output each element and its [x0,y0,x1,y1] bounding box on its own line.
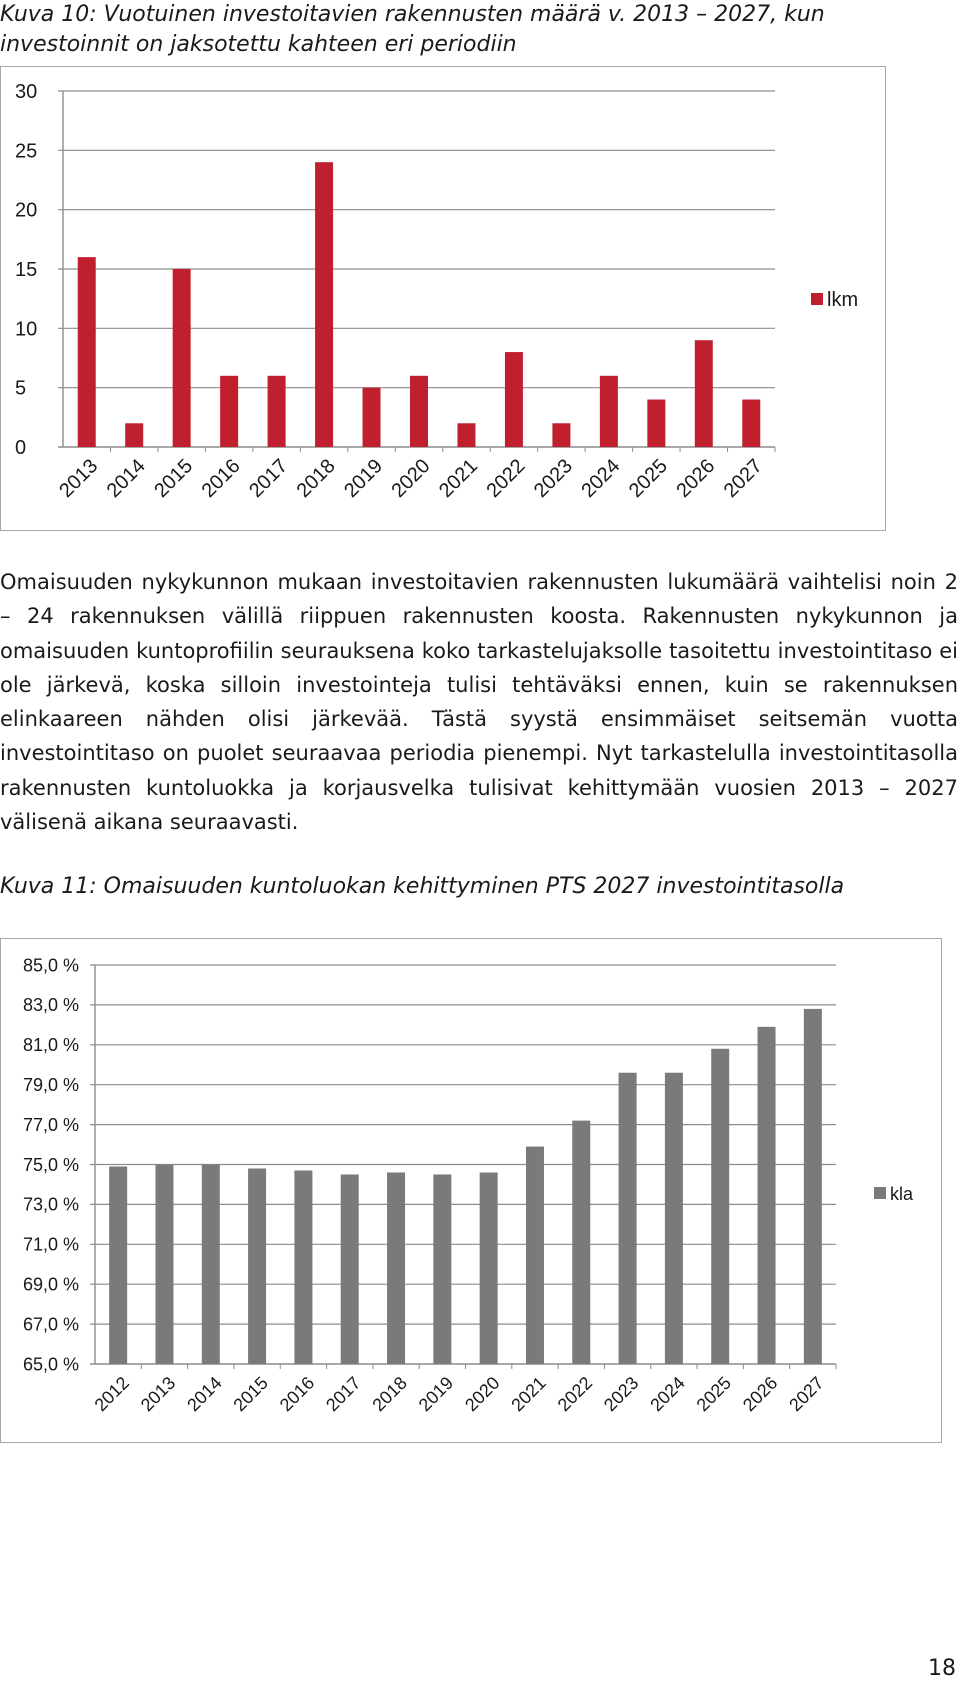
bar-2020 [410,376,428,447]
bar-2023 [619,1073,637,1364]
bar-2012 [109,1166,127,1364]
y-tick-label: 83,0 % [22,995,79,1016]
y-tick-label: 75,0 % [22,1154,79,1175]
y-tick-label: 73,0 % [22,1194,79,1215]
figure-caption-10: Kuva 10: Vuotuinen investoitavien rakennusten määrä v. 2013 – 2027, kun investoinnit on jaksotettu kahteen eri periodiin [0,2,825,57]
page-number: 18 [928,1656,956,1681]
x-tick-label: 2022 [553,1372,597,1416]
chart-condition-class [0,938,942,1443]
legend-label: lkm [827,289,859,311]
bar-2021 [526,1147,544,1364]
x-tick-label: 2016 [197,454,245,503]
bar-2018 [315,162,333,447]
x-tick-label: 2014 [183,1372,226,1416]
bar-2022 [505,352,523,447]
legend-swatch [811,293,823,305]
x-tick-label: 2013 [55,454,103,503]
x-tick-label: 2015 [229,1372,272,1416]
bar-2026 [695,340,713,447]
bar-2015 [248,1168,266,1364]
y-tick-label: 0 [15,437,27,459]
x-tick-label: 2017 [245,454,293,503]
bar-2022 [572,1121,590,1364]
y-tick-label: 10 [15,318,38,341]
x-tick-label: 2017 [322,1372,365,1416]
bar-2019 [363,388,381,447]
y-tick-label: 69,0 % [22,1274,79,1295]
chart-buildings-count [0,66,886,531]
y-tick-label: 25 [15,140,38,163]
bar-2027 [742,400,760,447]
bar-2025 [711,1049,729,1364]
x-tick-label: 2012 [90,1372,133,1416]
legend-swatch [874,1187,886,1199]
x-tick-label: 2024 [577,454,625,503]
bar-2026 [758,1027,776,1364]
x-tick-label: 2019 [414,1372,458,1416]
bar-2024 [600,376,618,447]
y-tick-label: 65,0 % [22,1354,79,1375]
bar-2014 [125,423,143,447]
bar-2013 [155,1165,173,1365]
x-tick-label: 2025 [692,1372,736,1416]
chart-buildings-count-svg [1,67,887,532]
x-tick-label: 2013 [136,1372,180,1416]
y-tick-label: 67,0 % [22,1314,79,1335]
x-tick-label: 2024 [646,1372,689,1416]
y-tick-label: 5 [15,377,27,400]
x-tick-label: 2022 [482,454,530,503]
x-tick-label: 2023 [529,454,577,503]
bar-2014 [202,1165,220,1365]
y-tick-label: 81,0 % [22,1035,79,1056]
bar-2015 [173,269,191,447]
y-tick-label: 85,0 % [22,955,79,976]
x-tick-label: 2026 [672,454,720,503]
bar-2017 [341,1174,359,1364]
x-tick-label: 2018 [292,454,340,503]
bar-2013 [78,257,96,447]
x-tick-label: 2027 [719,454,767,503]
x-tick-label: 2020 [461,1372,504,1416]
bar-2016 [294,1170,312,1364]
legend-label: kla [890,1184,914,1204]
x-tick-label: 2016 [275,1372,319,1416]
bar-2019 [433,1174,451,1364]
bar-2025 [647,400,665,447]
bar-2016 [220,376,238,447]
x-tick-label: 2025 [624,454,672,503]
x-tick-label: 2020 [387,454,435,503]
bar-2027 [804,1009,822,1364]
body-paragraph: Omaisuuden nykykunnon mukaan investoitavien rakennusten lukumäärä vaihtelisi noin 2 – 24 rakennuksen välillä riippuen rakennusten koosta. Rakennusten nykykunnon ja omaisuuden kuntoprofiilin seurauksena koko tarkastelujaksolle tasoitettu investointitaso ei ole järkevä, koska silloin investointeja tulisi tehtäväksi ennen, kuin se rakennuksen elinkaareen nähden olisi järkevää. Tästä syystä ensimmäiset seitsemän vuotta investointitaso on puolet seuraavaa periodia pienempi. Nyt tarkastelulla investointitasolla rakennusten kuntoluokka ja korjausvelka tulisivat kehittymään vuosien 2013 – 2027 välisenä aikana seuraavasti. [0,570,958,835]
bar-2020 [480,1172,498,1364]
x-tick-label: 2021 [434,454,483,503]
x-tick-label: 2026 [738,1372,782,1416]
bar-2023 [552,423,570,447]
y-tick-label: 20 [15,199,38,222]
x-tick-label: 2027 [785,1372,828,1416]
y-tick-label: 30 [15,81,38,103]
x-tick-label: 2018 [368,1372,411,1416]
x-tick-label: 2023 [599,1372,643,1416]
bar-2021 [457,423,475,447]
y-tick-label: 79,0 % [22,1075,79,1095]
y-tick-label: 71,0 % [22,1234,79,1255]
x-tick-label: 2015 [150,454,198,503]
y-tick-label: 77,0 % [22,1114,79,1135]
x-tick-label: 2019 [340,454,388,503]
x-tick-label: 2014 [102,454,150,503]
chart-condition-class-svg [1,939,943,1444]
bar-2018 [387,1172,405,1364]
bar-2017 [268,376,286,447]
x-tick-label: 2021 [507,1372,550,1416]
bar-2024 [665,1073,683,1364]
figure-caption-11: Kuva 11: Omaisuuden kuntoluokan kehittyminen PTS 2027 investointitasolla [0,874,845,899]
y-tick-label: 15 [15,259,38,281]
